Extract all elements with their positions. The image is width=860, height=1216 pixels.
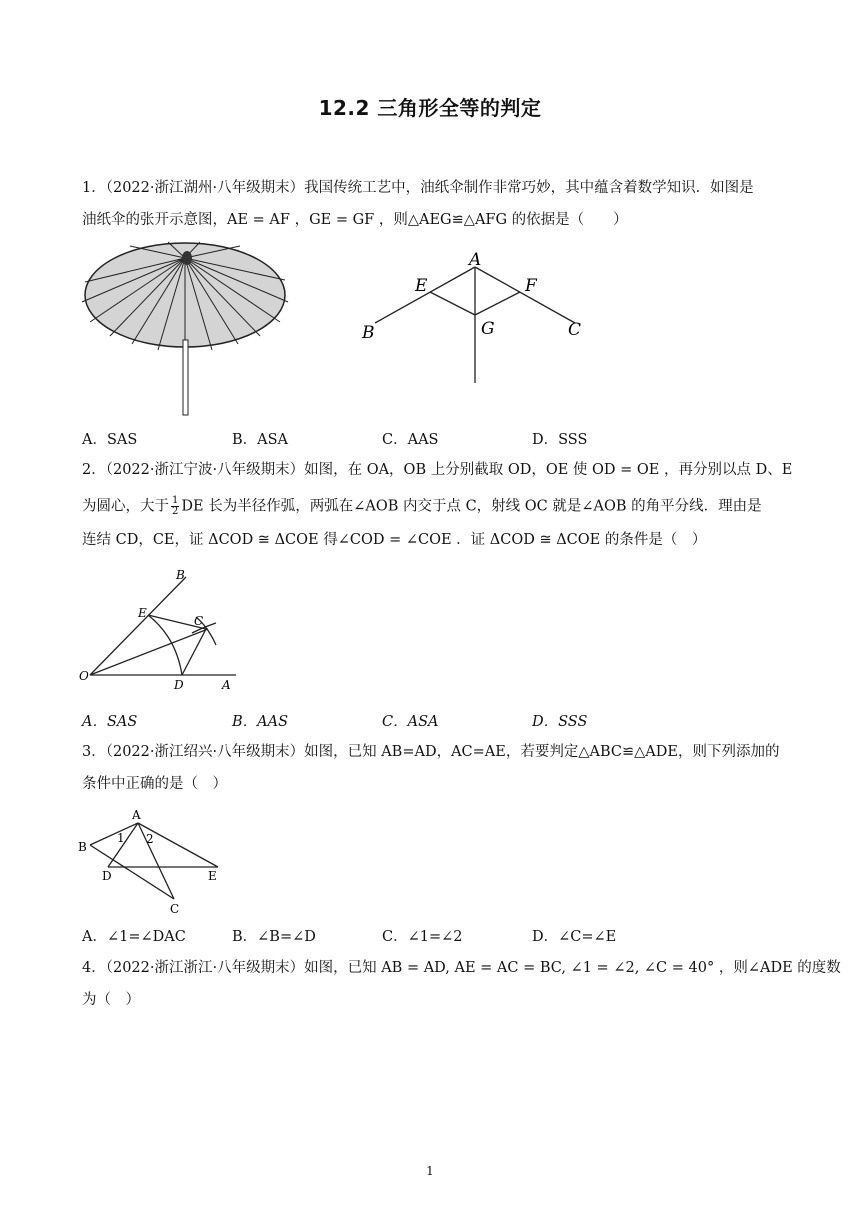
q2-label-o: O bbox=[79, 669, 89, 683]
q1-option-c: C．AAS bbox=[382, 432, 439, 448]
q1-label-c: C bbox=[568, 320, 582, 340]
q3-label-c: C bbox=[170, 902, 180, 915]
q1-text-line2: 油纸伞的张开示意图，AE = AF ，GE = GF ，则△AEG≌△AFG 的依据是（ ） bbox=[82, 212, 628, 228]
q2-option-a: A．SAS bbox=[82, 714, 138, 730]
q4-text-line1: 4．（2022·浙江浙江·八年级期末）如图，已知 AB = AD, AE = AC = BC, ∠1 = ∠2, ∠C = 40° ，则∠ADE 的度数 bbox=[82, 960, 841, 976]
q3-option-b: B．∠B=∠D bbox=[232, 929, 316, 945]
q1-geometry-figure bbox=[355, 245, 595, 390]
q1-umbrella-figure bbox=[80, 240, 290, 420]
q2-line2-post: DE 长为半径作弧，两弧在∠AOB 内交于点 C，射线 OC 就是∠AOB 的角平分线．理由是 bbox=[181, 498, 762, 515]
q2-label-e: E bbox=[138, 606, 147, 620]
q3-label-a: A bbox=[132, 808, 141, 822]
q2-text-line1: 2．（2022·浙江宁波·八年级期末）如图，在 OA，OB 上分别截取 OD，OE 使 OD = OE ，再分别以点 D、E bbox=[82, 462, 793, 478]
q3-option-d: D．∠C=∠E bbox=[532, 929, 617, 945]
page-title: 12.2 三角形全等的判定 bbox=[318, 96, 542, 120]
q3-label-1: 1 bbox=[117, 831, 125, 845]
q2-option-b: B．AAS bbox=[232, 714, 289, 730]
q3-triangle-figure bbox=[76, 805, 226, 915]
q2-text-line3: 连结 CD，CE，证 ΔCOD ≅ ΔCOE 得∠COD = ∠COE ．证 ΔCOD ≅ ΔCOE 的条件是（ ） bbox=[82, 532, 707, 548]
q4-text-line2: 为（ ） bbox=[82, 992, 140, 1008]
q1-option-a: A．SAS bbox=[82, 432, 138, 448]
q3-text-line1: 3．（2022·浙江绍兴·八年级期末）如图，已知 AB=AD，AC=AE，若要判定△ABC≌△ADE，则下列添加的 bbox=[82, 744, 780, 760]
q1-label-e: E bbox=[415, 276, 428, 296]
q2-label-d: D bbox=[174, 678, 184, 692]
q1-option-b: B．ASA bbox=[232, 432, 289, 448]
q2-label-c: C bbox=[194, 614, 204, 628]
page-number: 1 bbox=[426, 1164, 434, 1178]
q3-text-line2: 条件中正确的是（ ） bbox=[82, 776, 227, 792]
q2-text-line2 bbox=[82, 496, 782, 517]
q2-option-d: D．SSS bbox=[532, 714, 588, 730]
q3-label-d: D bbox=[102, 869, 112, 883]
q3-label-2: 2 bbox=[146, 832, 154, 846]
q3-label-b: B bbox=[78, 840, 87, 854]
q2-fraction-den: 2 bbox=[172, 506, 179, 517]
q3-option-a: A．∠1=∠DAC bbox=[82, 929, 186, 945]
q1-text-line1: 1．（2022·浙江湖州·八年级期末）我国传统工艺中，油纸伞制作非常巧妙，其中蕴含着数学知识．如图是 bbox=[82, 180, 754, 196]
q1-label-f: F bbox=[525, 276, 537, 296]
q1-option-d: D．SSS bbox=[532, 432, 588, 448]
q2-fraction bbox=[171, 496, 179, 517]
q2-angle-bisector-figure bbox=[78, 565, 248, 695]
q1-label-a: A bbox=[469, 250, 482, 270]
q3-label-e: E bbox=[208, 869, 217, 883]
q2-label-a: A bbox=[222, 678, 231, 692]
q2-option-c: C．ASA bbox=[382, 714, 439, 730]
q1-label-g: G bbox=[481, 319, 495, 339]
q2-label-b: B bbox=[176, 568, 185, 582]
q1-label-b: B bbox=[362, 323, 375, 343]
q3-option-c: C．∠1=∠2 bbox=[382, 929, 463, 945]
q2-line2-pre: 为圆心，大于 bbox=[82, 498, 169, 515]
q2-fraction-num: 1 bbox=[172, 495, 179, 506]
